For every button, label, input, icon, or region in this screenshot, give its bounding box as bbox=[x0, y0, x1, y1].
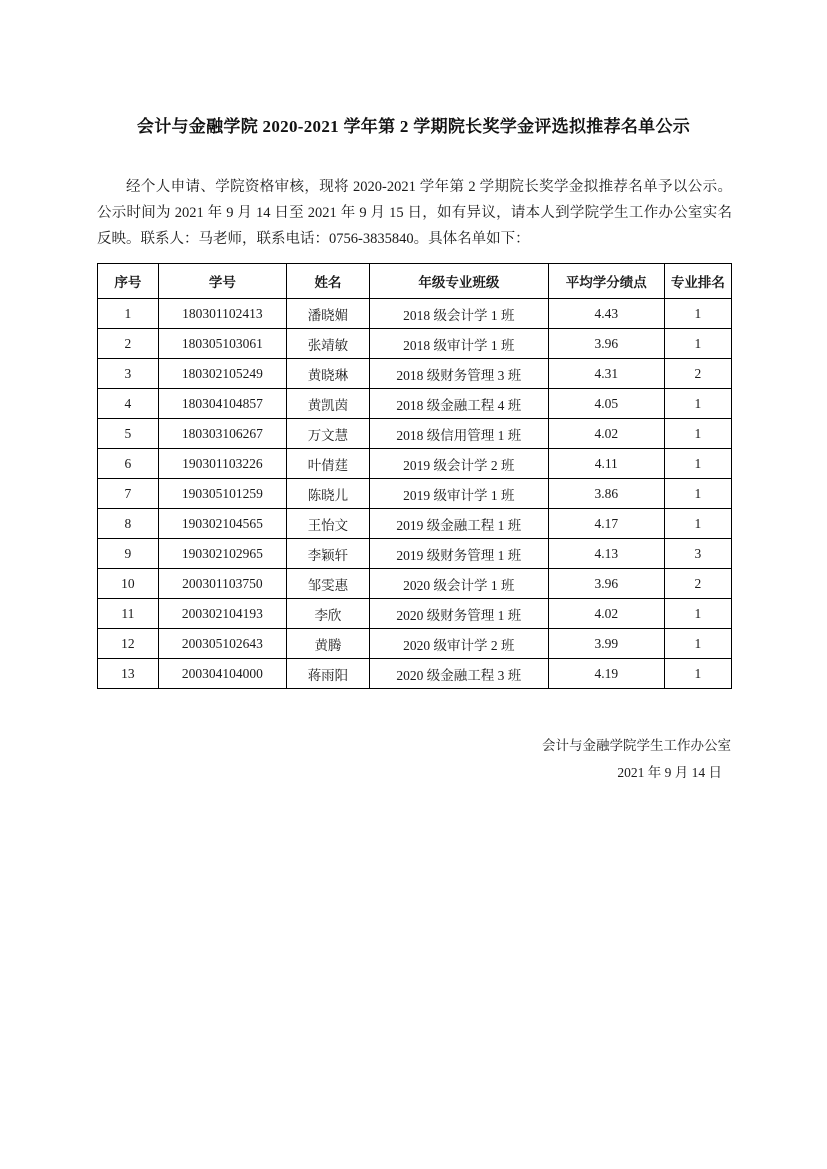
header-major-rank: 专业排名 bbox=[664, 264, 731, 299]
table-cell: 2 bbox=[98, 329, 159, 359]
table-cell: 2020 级会计学 1 班 bbox=[369, 569, 548, 599]
table-cell: 5 bbox=[98, 419, 159, 449]
table-cell: 8 bbox=[98, 509, 159, 539]
table-cell: 2 bbox=[664, 359, 731, 389]
header-name: 姓名 bbox=[286, 264, 369, 299]
signature-date: 2021 年 9 月 14 日 bbox=[617, 765, 722, 780]
recommendation-table bbox=[97, 263, 732, 689]
table-cell: 2018 级金融工程 4 班 bbox=[369, 389, 548, 419]
table-row bbox=[98, 449, 732, 479]
table-cell: 2019 级金融工程 1 班 bbox=[369, 509, 548, 539]
header-student-id: 学号 bbox=[158, 264, 286, 299]
header-average-gpa: 平均学分绩点 bbox=[548, 264, 664, 299]
table-row bbox=[98, 659, 732, 689]
table-cell: 180301102413 bbox=[158, 299, 286, 329]
table-cell: 3 bbox=[664, 539, 731, 569]
document-title: 会计与金融学院 2020-2021 学年第 2 学期院长奖学金评选拟推荐名单公示 bbox=[136, 117, 691, 136]
table-cell: 200301103750 bbox=[158, 569, 286, 599]
table-cell: 190302104565 bbox=[158, 509, 286, 539]
table-cell: 1 bbox=[664, 329, 731, 359]
table-cell: 叶倩莛 bbox=[286, 449, 369, 479]
table-cell: 4.17 bbox=[548, 509, 664, 539]
table-row bbox=[98, 389, 732, 419]
table-cell: 2019 级会计学 2 班 bbox=[369, 449, 548, 479]
table-cell: 13 bbox=[98, 659, 159, 689]
table-row bbox=[98, 299, 732, 329]
table-row bbox=[98, 419, 732, 449]
signature-block bbox=[542, 732, 731, 786]
table-cell: 3.99 bbox=[548, 629, 664, 659]
table-cell: 180303106267 bbox=[158, 419, 286, 449]
table-cell: 200304104000 bbox=[158, 659, 286, 689]
header-grade-class: 年级专业班级 bbox=[369, 264, 548, 299]
table-cell: 3.86 bbox=[548, 479, 664, 509]
table-row bbox=[98, 359, 732, 389]
table-cell: 190305101259 bbox=[158, 479, 286, 509]
table-cell: 3 bbox=[98, 359, 159, 389]
table-cell: 1 bbox=[664, 449, 731, 479]
table-cell: 11 bbox=[98, 599, 159, 629]
table-cell: 李欣 bbox=[286, 599, 369, 629]
table-cell: 2018 级会计学 1 班 bbox=[369, 299, 548, 329]
table-cell: 200302104193 bbox=[158, 599, 286, 629]
table-cell: 4.13 bbox=[548, 539, 664, 569]
table-cell: 王怡文 bbox=[286, 509, 369, 539]
table-cell: 4.31 bbox=[548, 359, 664, 389]
table-row bbox=[98, 629, 732, 659]
table-cell: 190302102965 bbox=[158, 539, 286, 569]
table-cell: 4.02 bbox=[548, 419, 664, 449]
table-cell: 3.96 bbox=[548, 569, 664, 599]
table-cell: 4.05 bbox=[548, 389, 664, 419]
table-row bbox=[98, 509, 732, 539]
header-seq-number: 序号 bbox=[98, 264, 159, 299]
table-cell: 1 bbox=[664, 389, 731, 419]
table-cell: 3.96 bbox=[548, 329, 664, 359]
table-cell: 潘晓媚 bbox=[286, 299, 369, 329]
table-cell: 2018 级审计学 1 班 bbox=[369, 329, 548, 359]
table-cell: 1 bbox=[664, 509, 731, 539]
table-cell: 张靖敏 bbox=[286, 329, 369, 359]
table-cell: 1 bbox=[664, 419, 731, 449]
table-cell: 4 bbox=[98, 389, 159, 419]
table-body bbox=[98, 299, 732, 689]
table-cell: 2018 级信用管理 1 班 bbox=[369, 419, 548, 449]
table-cell: 1 bbox=[98, 299, 159, 329]
table-cell: 1 bbox=[664, 599, 731, 629]
table-cell: 邹雯惠 bbox=[286, 569, 369, 599]
table-cell: 180304104857 bbox=[158, 389, 286, 419]
table-cell: 1 bbox=[664, 659, 731, 689]
table-cell: 万文慧 bbox=[286, 419, 369, 449]
announcement-paragraph: 经个人申请、学院资格审核，现将 2020-2021 学年第 2 学期院长奖学金拟推荐名单予以公示。公示时间为 2021 年 9 月 14 日至 2021 年 9 月 15 日，如有异议，请本人到学院学生工作办公室实名反映。联系人：马老师，联系电话：0756-3835840。具体名单如下： bbox=[97, 179, 732, 247]
table-cell: 4.02 bbox=[548, 599, 664, 629]
table-cell: 10 bbox=[98, 569, 159, 599]
table-cell: 黄晓琳 bbox=[286, 359, 369, 389]
table-cell: 180302105249 bbox=[158, 359, 286, 389]
table-cell: 1 bbox=[664, 479, 731, 509]
table-header-row bbox=[98, 264, 732, 299]
table-cell: 2020 级审计学 2 班 bbox=[369, 629, 548, 659]
table-cell: 黄腾 bbox=[286, 629, 369, 659]
table-cell: 4.19 bbox=[548, 659, 664, 689]
table-cell: 12 bbox=[98, 629, 159, 659]
table-cell: 2019 级财务管理 1 班 bbox=[369, 539, 548, 569]
table-cell: 2019 级审计学 1 班 bbox=[369, 479, 548, 509]
table-row bbox=[98, 329, 732, 359]
table-row bbox=[98, 569, 732, 599]
table-cell: 李颖轩 bbox=[286, 539, 369, 569]
table-cell: 黄凯茵 bbox=[286, 389, 369, 419]
table-cell: 1 bbox=[664, 299, 731, 329]
table-row bbox=[98, 479, 732, 509]
table-row bbox=[98, 539, 732, 569]
table-cell: 1 bbox=[664, 629, 731, 659]
table-cell: 9 bbox=[98, 539, 159, 569]
table-cell: 蒋雨阳 bbox=[286, 659, 369, 689]
table-cell: 6 bbox=[98, 449, 159, 479]
table-cell: 180305103061 bbox=[158, 329, 286, 359]
table-cell: 2018 级财务管理 3 班 bbox=[369, 359, 548, 389]
table-row bbox=[98, 599, 732, 629]
table-cell: 4.11 bbox=[548, 449, 664, 479]
signature-office: 会计与金融学院学生工作办公室 bbox=[542, 738, 731, 753]
table-cell: 4.43 bbox=[548, 299, 664, 329]
table-cell: 2 bbox=[664, 569, 731, 599]
table-cell: 2020 级财务管理 1 班 bbox=[369, 599, 548, 629]
table-cell: 7 bbox=[98, 479, 159, 509]
table-cell: 2020 级金融工程 3 班 bbox=[369, 659, 548, 689]
table-cell: 陈晓儿 bbox=[286, 479, 369, 509]
table-cell: 190301103226 bbox=[158, 449, 286, 479]
table-cell: 200305102643 bbox=[158, 629, 286, 659]
